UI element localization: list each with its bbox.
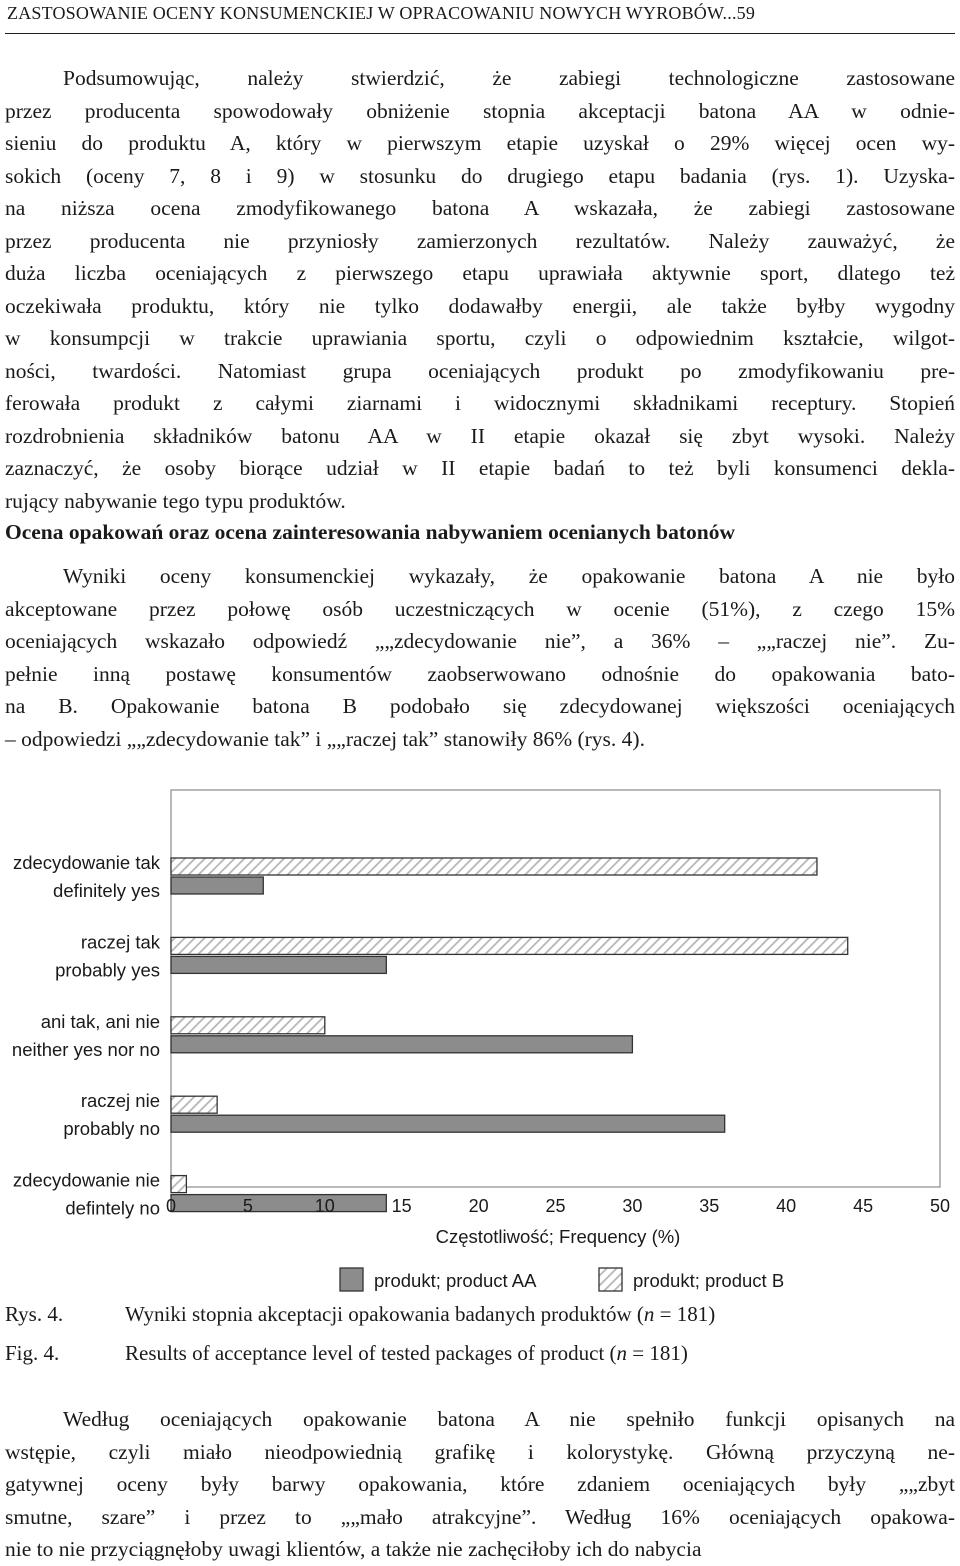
bar-product-aa — [171, 1115, 725, 1132]
caption-pl-n: n — [643, 1302, 655, 1326]
text-line: sokich (oceny 7, 8 i 9) w stosunku do drugiego etapu badania (rys. 1). Uzyska- — [5, 163, 955, 188]
category-label: zdecydowanie tak — [12, 852, 160, 873]
text-line: sieniu do produktu A, który w pierwszym etapie uzyskał o 29% więcej ocen wy- — [5, 131, 955, 155]
category-label: zdecydowanie nie — [12, 1169, 160, 1191]
text-line: ności, twardości. Natomiast grupa oceniających produkt po zmodyfikowaniu pre- — [5, 358, 955, 383]
x-tick-label: 15 — [391, 1196, 412, 1216]
text-line: ferowała produkt z całymi ziarnami i widocznymi składnikami receptury. Stopień — [5, 391, 955, 415]
caption-en-text-before: Results of acceptance level of tested packages of product ( — [125, 1341, 617, 1365]
bar-product-b — [171, 937, 848, 954]
x-tick-label: 50 — [929, 1196, 951, 1216]
x-tick-label: 35 — [699, 1196, 720, 1216]
caption-text-en — [125, 1341, 688, 1366]
bar-product-aa — [171, 956, 386, 973]
paragraph-2 — [5, 560, 955, 755]
bar-product-aa — [171, 1195, 386, 1212]
text-line: rozdrobnienia składników batonu AA w II etapie okazał się zbyt wysoki. Należy — [5, 423, 955, 448]
text-line: akceptowane przez połowę osób uczestniczących w ocenie (51%), z czego 15% — [5, 596, 955, 621]
text-line: Wyniki oceny konsumenckiej wykazały, że opakowanie batona A nie było — [63, 564, 955, 588]
x-tick-label: 10 — [314, 1196, 335, 1216]
text-line: pełnie inną postawę konsumentów zaobserwowano odnośnie do opakowania bato- — [5, 661, 955, 686]
text-line: na B. Opakowanie batona B podobało się zdecydowanej większości oceniających — [5, 694, 955, 718]
figure-caption-en — [5, 1341, 688, 1366]
category-label: ani tak, ani nie — [40, 1010, 160, 1032]
x-axis-title: Częstotliwość; Frequency (%) — [435, 1226, 681, 1247]
x-tick-label: 5 — [242, 1196, 253, 1216]
text-line: Podsumowując, należy stwierdzić, że zabiegi technologiczne zastosowane — [63, 66, 955, 90]
category-label: definitely yes — [53, 880, 160, 901]
text-line: gatywnej oceny były barwy opakowania, które zdaniem oceniających były „„zbyt — [5, 1472, 955, 1496]
bar-product-aa — [171, 1036, 632, 1053]
text-line: Według oceniających opakowanie batona A nie spełniło funkcji opisanych na — [63, 1407, 955, 1431]
legend-label: produkt; product AA — [374, 1270, 537, 1291]
caption-text-pl — [125, 1302, 715, 1327]
category-label: probably yes — [55, 959, 160, 981]
bar-product-aa — [171, 877, 263, 894]
bar-chart — [0, 775, 960, 1300]
text-line: przez producenta nie przyniosły zamierzonych rezultatów. Należy zauważyć, że — [5, 228, 955, 253]
category-label: defintely no — [65, 1197, 160, 1219]
text-line: oczekiwała produktu, który nie tylko dodawałby energii, ale także byłby wygodny — [5, 293, 955, 318]
running-header: ZASTOSOWANIE OCENY KONSUMENCKIEJ W OPRACOWANIU NOWYCH WYROBÓW...59 — [7, 3, 756, 23]
caption-pl-text-after: = 181) — [654, 1302, 716, 1326]
text-line: zaznaczyć, że osoby biorące udział w II etapie badań to też byli konsumenci dekla- — [5, 456, 955, 480]
section-heading: Ocena opakowań oraz ocena zainteresowania nabywaniem ocenianych batonów — [5, 520, 736, 544]
text-line: smutne, szare” i przez to „„mało atrakcyjne”. Według 16% oceniających opakowa- — [5, 1504, 955, 1529]
x-tick-label: 40 — [776, 1196, 797, 1216]
bar-product-b — [171, 1096, 217, 1113]
caption-en-text-after: = 181) — [627, 1341, 688, 1365]
legend-swatch — [599, 1268, 622, 1291]
text-line: rujący nabywanie tego typu produktów. — [5, 488, 346, 513]
category-label: neither yes nor no — [11, 1038, 160, 1060]
text-line: przez producenta spowodowały obniżenie stopnia akceptacji batona AA w odnie- — [5, 98, 955, 123]
caption-pl-text-before: Wyniki stopnia akceptacji opakowania badanych produktów ( — [125, 1302, 644, 1326]
x-tick-label: 25 — [545, 1196, 566, 1216]
bar-product-b — [171, 1176, 186, 1193]
paragraph-3 — [5, 1403, 955, 1566]
x-tick-label: 20 — [468, 1196, 489, 1216]
category-label: raczej tak — [80, 931, 160, 953]
text-line: duża liczba oceniających z pierwszego etapu uprawiała aktywnie sport, dlatego też — [5, 261, 955, 285]
bar-product-b — [171, 1017, 325, 1034]
x-tick-label: 0 — [165, 1196, 177, 1216]
text-line: – odpowiedzi „„zdecydowanie tak” i „„raczej tak” stanowiły 86% (rys. 4). — [5, 726, 645, 751]
text-line: nie to nie przyciągnęłoby uwagi klientów, a także nie zachęciłoby ich do nabycia — [5, 1537, 702, 1561]
text-line: oceniających wskazało odpowiedź „„zdecydowanie nie”, a 36% – „„raczej nie”. Zu- — [5, 629, 955, 653]
x-tick-label: 45 — [853, 1196, 874, 1216]
bar-product-b — [171, 858, 817, 875]
caption-label-en: Fig. 4. — [5, 1341, 60, 1365]
text-line: wstępie, czyli miało nieodpowiednią grafikę i kolorystykę. Główną przyczyną ne- — [5, 1439, 955, 1464]
caption-en-n: n — [616, 1341, 628, 1365]
figure-caption-pl — [5, 1302, 716, 1327]
category-label: probably no — [63, 1118, 160, 1140]
legend-label: produkt; product B — [633, 1270, 785, 1291]
legend-swatch — [340, 1268, 363, 1291]
category-label: raczej nie — [80, 1090, 160, 1112]
caption-label-pl: Rys. 4. — [5, 1302, 64, 1326]
header-rule — [5, 33, 955, 34]
text-line: w konsumpcji w trakcie uprawiania sportu, czyli o odpowiednim kształcie, wilgot- — [5, 326, 955, 350]
paragraph-1 — [5, 62, 955, 517]
x-tick-label: 30 — [622, 1196, 643, 1216]
text-line: na niższa ocena zmodyfikowanego batona A wskazała, że zabiegi zastosowane — [5, 196, 955, 220]
